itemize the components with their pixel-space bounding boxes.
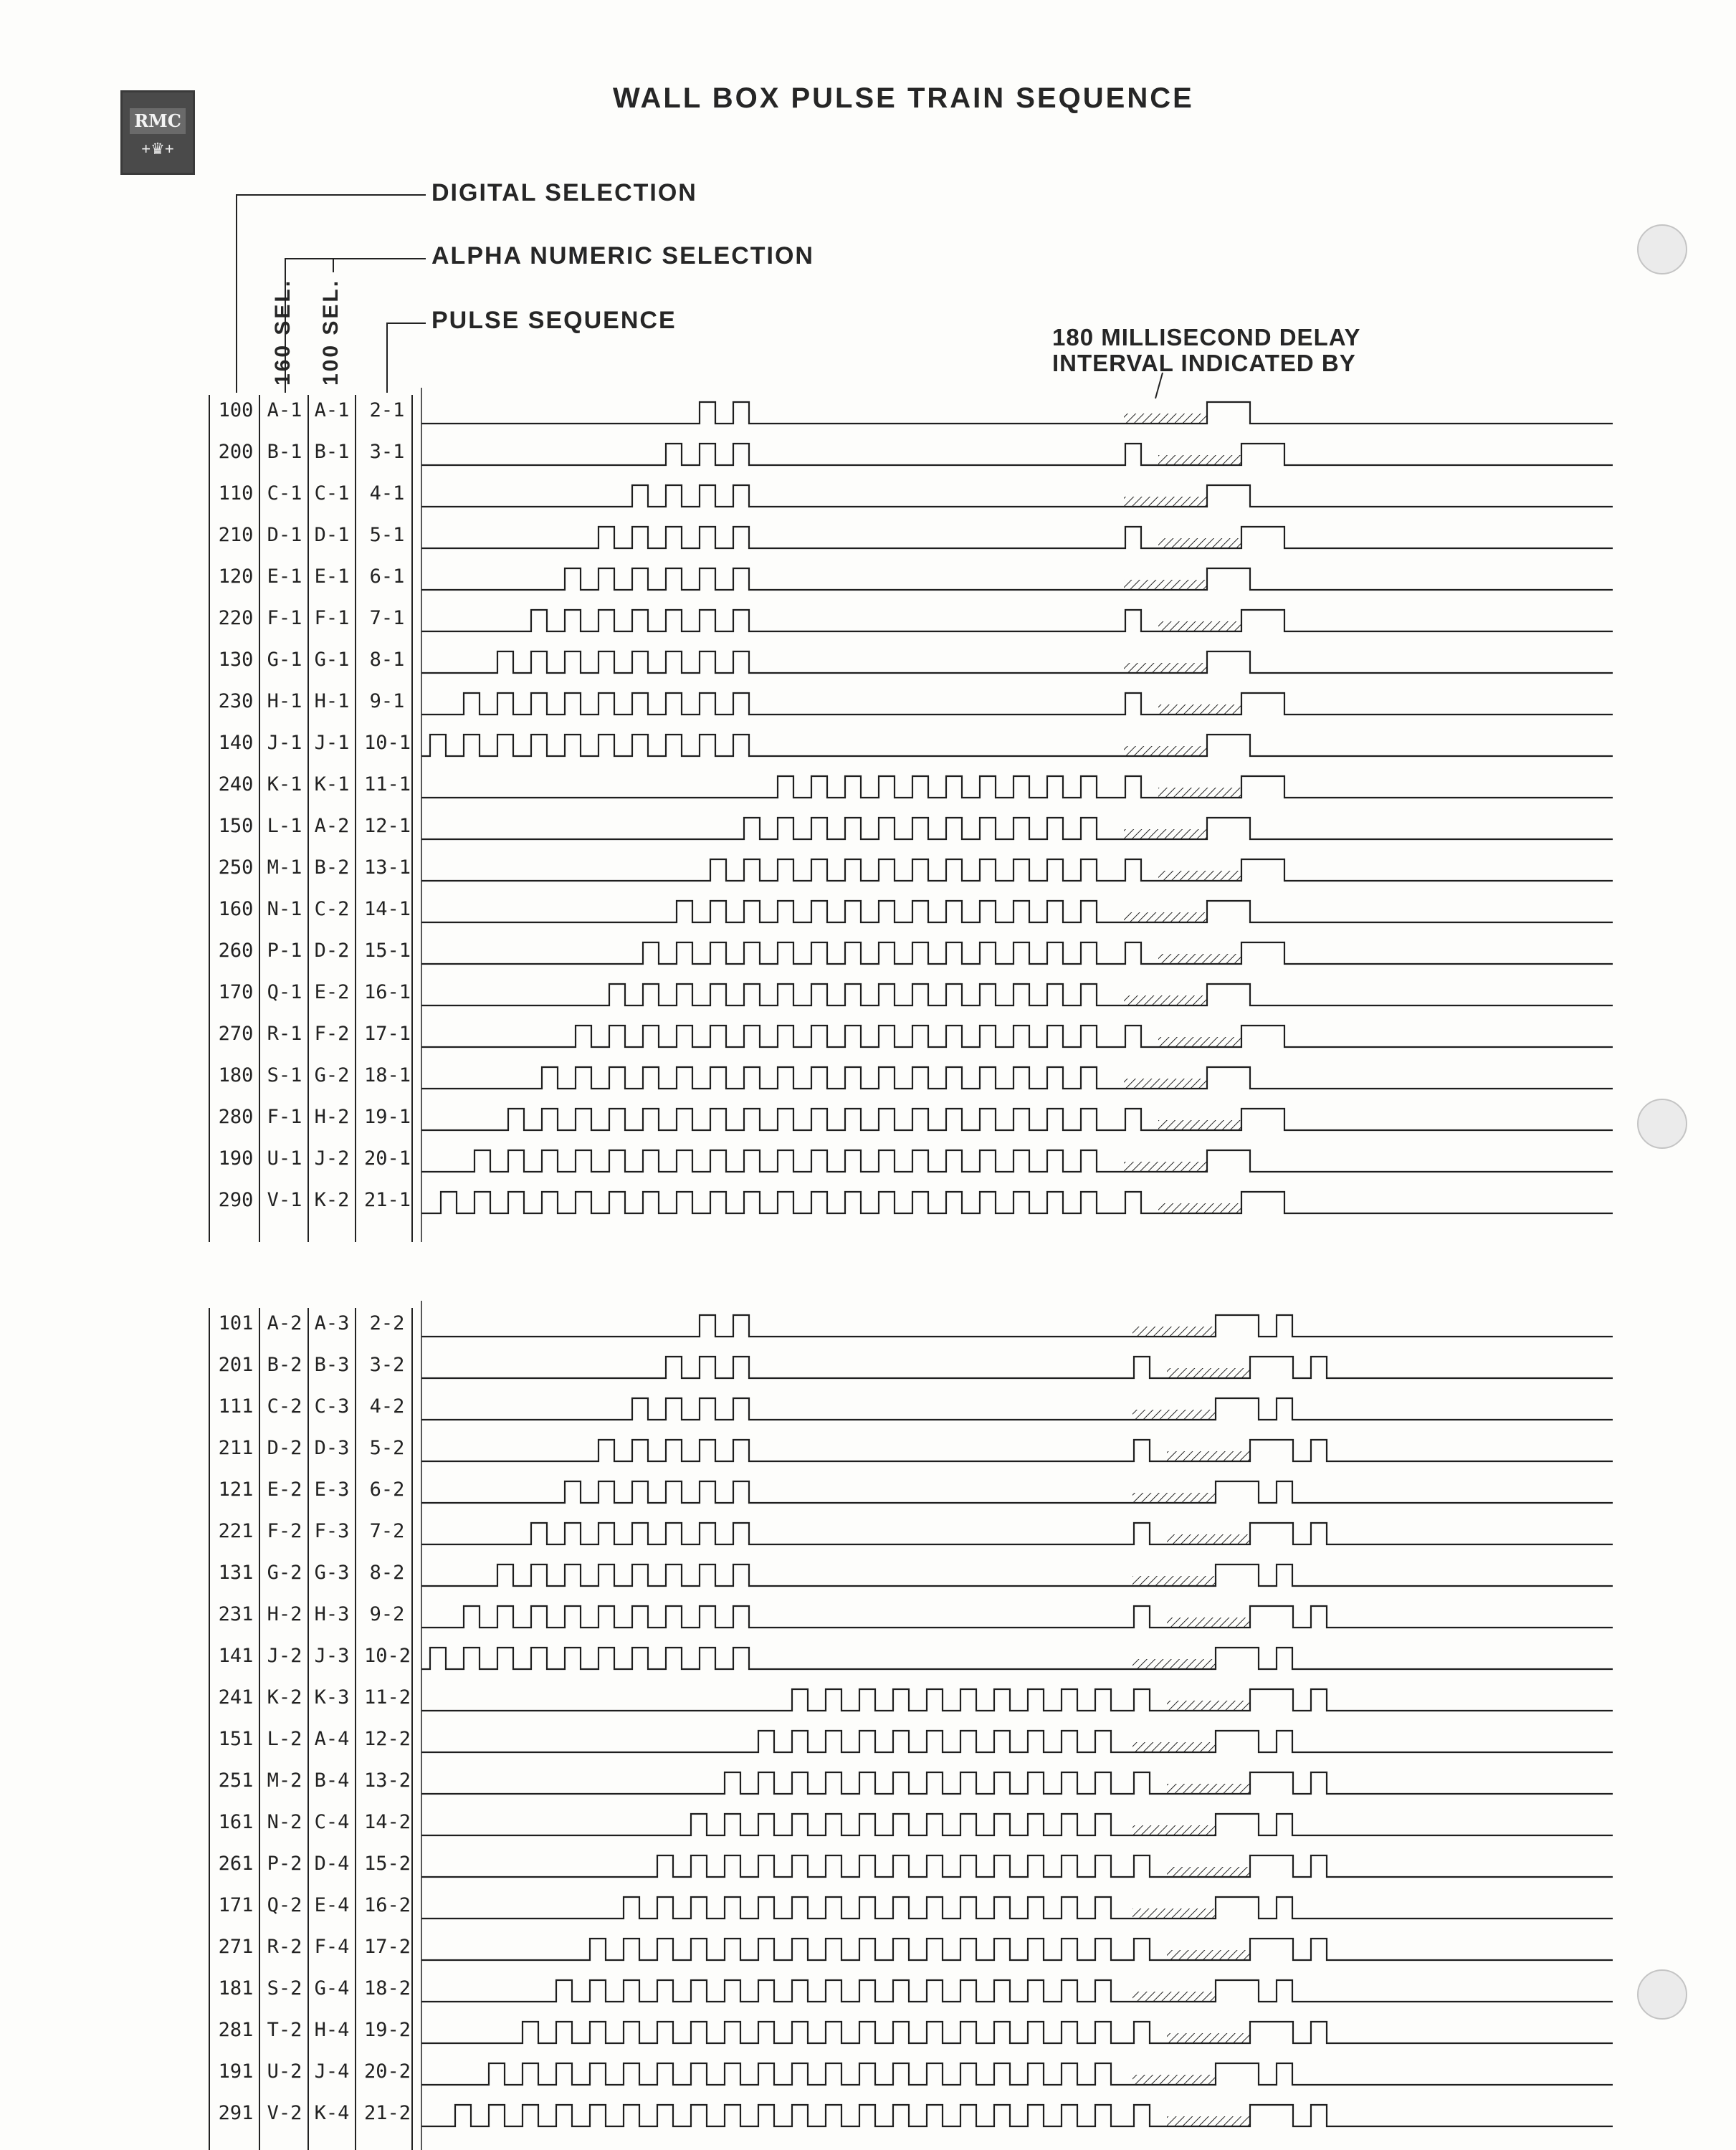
table-cell-pulse: 16-1 xyxy=(364,981,411,1003)
table-cell-s100: G-3 xyxy=(314,1562,350,1584)
pulse-waveform xyxy=(421,2063,1613,2085)
table-cell-s160: E-2 xyxy=(267,1478,302,1501)
table-cell-digital: 271 xyxy=(218,1936,254,1958)
table-cell-s100: C-4 xyxy=(314,1811,350,1833)
table-cell-digital: 121 xyxy=(218,1478,254,1501)
pulse-waveform xyxy=(421,485,1613,507)
table-cell-s100: H-3 xyxy=(314,1603,350,1625)
delay-hatch xyxy=(1158,621,1241,631)
table-cell-s160: K-2 xyxy=(267,1686,302,1709)
table-cell-digital: 240 xyxy=(218,773,254,796)
table-cell-digital: 161 xyxy=(218,1811,254,1833)
table-cell-s100: J-2 xyxy=(314,1147,350,1170)
delay-hatch xyxy=(1124,995,1207,1005)
pulse-waveform xyxy=(421,651,1613,673)
table-cell-pulse: 7-1 xyxy=(369,607,405,629)
table-cell-s100: D-1 xyxy=(314,524,350,546)
delay-hatch xyxy=(1124,1079,1207,1089)
table-cell-digital: 260 xyxy=(218,940,254,962)
table-cell-digital: 131 xyxy=(218,1562,254,1584)
table-cell-s100: E-2 xyxy=(314,981,350,1003)
table-cell-pulse: 13-1 xyxy=(364,856,411,879)
table-cell-digital: 151 xyxy=(218,1728,254,1750)
table-cell-digital: 190 xyxy=(218,1147,254,1170)
pulse-waveform xyxy=(421,402,1613,424)
table-cell-pulse: 2-1 xyxy=(369,399,405,421)
table-cell-s160: M-2 xyxy=(267,1769,302,1792)
table-cell-s160: P-2 xyxy=(267,1853,302,1875)
table-cell-pulse: 17-2 xyxy=(364,1936,411,1958)
table-cell-digital: 111 xyxy=(218,1395,254,1418)
pulse-waveform xyxy=(421,568,1613,590)
table-cell-digital: 141 xyxy=(218,1645,254,1667)
table-cell-s100: F-1 xyxy=(314,607,350,629)
table-cell-digital: 150 xyxy=(218,815,254,837)
table-cell-digital: 120 xyxy=(218,565,254,588)
pulse-waveform xyxy=(421,1731,1613,1752)
table-cell-pulse: 4-2 xyxy=(369,1395,405,1418)
delay-hatch xyxy=(1158,1203,1241,1213)
pulse-waveform xyxy=(421,1067,1613,1089)
table-cell-s100: H-1 xyxy=(314,690,350,712)
table-cell-pulse: 21-1 xyxy=(364,1189,411,1211)
delay-hatch xyxy=(1132,1493,1216,1503)
table-cell-s160: N-1 xyxy=(267,898,302,920)
delay-hatch xyxy=(1167,1534,1250,1544)
table-cell-digital: 270 xyxy=(218,1023,254,1045)
table-cell-pulse: 10-1 xyxy=(364,732,411,754)
table-cell-s100: D-2 xyxy=(314,940,350,962)
table-cell-digital: 171 xyxy=(218,1894,254,1916)
pulse-waveform xyxy=(421,1109,1613,1130)
table-cell-s100: E-4 xyxy=(314,1894,350,1916)
pulse-waveform xyxy=(421,1897,1613,1919)
table-cell-pulse: 19-2 xyxy=(364,2019,411,2041)
delay-hatch xyxy=(1132,2075,1216,2085)
pulse-sequence-header: PULSE SEQUENCE xyxy=(431,307,677,334)
table-cell-s160: L-1 xyxy=(267,815,302,837)
table-cell-pulse: 2-2 xyxy=(369,1312,405,1334)
delay-hatch xyxy=(1167,1701,1250,1711)
table-cell-pulse: 12-2 xyxy=(364,1728,411,1750)
delay-hatch xyxy=(1167,1784,1250,1794)
delay-hatch xyxy=(1158,1120,1241,1130)
table-cell-s100: K-4 xyxy=(314,2102,350,2124)
pulse-waveform xyxy=(421,1398,1613,1420)
table-cell-digital: 290 xyxy=(218,1189,254,1211)
delay-hatch xyxy=(1124,1162,1207,1172)
pulse-waveform xyxy=(421,1523,1613,1544)
table-cell-pulse: 8-1 xyxy=(369,649,405,671)
crown-icon: +♛+ xyxy=(141,140,174,158)
table-cell-s160: C-2 xyxy=(267,1395,302,1418)
pulse-waveform xyxy=(421,1814,1613,1835)
table-cell-s100: B-2 xyxy=(314,856,350,879)
table-cell-s100: C-1 xyxy=(314,482,350,505)
delay-hatch xyxy=(1167,1368,1250,1378)
digital-selection-header: DIGITAL SELECTION xyxy=(431,179,697,206)
table-cell-s160: V-1 xyxy=(267,1189,302,1211)
page-title: WALL BOX PULSE TRAIN SEQUENCE xyxy=(613,82,1194,114)
pulse-waveform xyxy=(421,942,1613,964)
table-cell-s100: G-2 xyxy=(314,1064,350,1086)
table-cell-pulse: 3-2 xyxy=(369,1354,405,1376)
pulse-waveform xyxy=(421,1192,1613,1213)
sel-100-header: 100 SEL. xyxy=(319,278,343,386)
table-cell-digital: 241 xyxy=(218,1686,254,1709)
table-cell-s160: M-1 xyxy=(267,856,302,879)
pulse-waveform xyxy=(421,1772,1613,1794)
delay-hatch xyxy=(1132,1825,1216,1835)
table-cell-s100: K-2 xyxy=(314,1189,350,1211)
delay-hatch xyxy=(1124,580,1207,590)
alpha-bracket xyxy=(285,259,426,393)
table-cell-pulse: 18-2 xyxy=(364,1977,411,2000)
table-cell-s160: E-1 xyxy=(267,565,302,588)
delay-hatch xyxy=(1132,1908,1216,1919)
table-cell-s160: U-1 xyxy=(267,1147,302,1170)
table-cell-pulse: 11-1 xyxy=(364,773,411,796)
table-cell-s160: A-1 xyxy=(267,399,302,421)
table-cell-pulse: 19-1 xyxy=(364,1106,411,1128)
table-cell-digital: 200 xyxy=(218,441,254,463)
pulse-waveform xyxy=(421,1980,1613,2002)
table-cell-digital: 201 xyxy=(218,1354,254,1376)
table-cell-pulse: 13-2 xyxy=(364,1769,411,1792)
table-cell-digital: 100 xyxy=(218,399,254,421)
pulse-waveform xyxy=(421,776,1613,798)
logo-text: RMC xyxy=(130,108,186,134)
table-cell-pulse: 12-1 xyxy=(364,815,411,837)
table-cell-s160: B-1 xyxy=(267,441,302,463)
table-cell-s160: N-2 xyxy=(267,1811,302,1833)
table-cell-s160: F-1 xyxy=(267,1106,302,1128)
table-cell-s160: R-1 xyxy=(267,1023,302,1045)
table-cell-digital: 191 xyxy=(218,2060,254,2083)
table-cell-s160: S-1 xyxy=(267,1064,302,1086)
pulse-waveform xyxy=(421,1648,1613,1669)
table-cell-s160: G-1 xyxy=(267,649,302,671)
table-cell-s160: U-2 xyxy=(267,2060,302,2083)
table-cell-s100: C-2 xyxy=(314,898,350,920)
table-cell-digital: 180 xyxy=(218,1064,254,1086)
pulse-waveform xyxy=(421,1150,1613,1172)
table-cell-pulse: 3-1 xyxy=(369,441,405,463)
table-cell-digital: 130 xyxy=(218,649,254,671)
table-cell-digital: 181 xyxy=(218,1977,254,2000)
table-cell-digital: 101 xyxy=(218,1312,254,1334)
table-cell-pulse: 15-2 xyxy=(364,1853,411,1875)
table-cell-s160: F-2 xyxy=(267,1520,302,1542)
pulse-waveform xyxy=(421,901,1613,922)
table-cell-s160: G-2 xyxy=(267,1562,302,1584)
table-cell-digital: 250 xyxy=(218,856,254,879)
table-cell-pulse: 9-2 xyxy=(369,1603,405,1625)
pulse-waveform xyxy=(421,444,1613,465)
table-cell-digital: 221 xyxy=(218,1520,254,1542)
table-cell-s160: F-1 xyxy=(267,607,302,629)
table-cell-digital: 291 xyxy=(218,2102,254,2124)
table-cell-digital: 281 xyxy=(218,2019,254,2041)
table-cell-s100: J-4 xyxy=(314,2060,350,2083)
table-cell-pulse: 11-2 xyxy=(364,1686,411,1709)
delay-hatch xyxy=(1158,1037,1241,1047)
table-cell-s100: G-1 xyxy=(314,649,350,671)
pulse-waveform xyxy=(421,527,1613,548)
table-cell-digital: 210 xyxy=(218,524,254,546)
pulse-bracket xyxy=(387,323,426,393)
pulse-waveform xyxy=(421,984,1613,1005)
pulse-waveform xyxy=(421,1855,1613,1877)
digital-bracket xyxy=(237,195,426,393)
table-cell-pulse: 4-1 xyxy=(369,482,405,505)
delay-hatch xyxy=(1158,538,1241,548)
table-cell-pulse: 17-1 xyxy=(364,1023,411,1045)
delay-hatch xyxy=(1124,414,1207,424)
table-cell-digital: 220 xyxy=(218,607,254,629)
pulse-waveform xyxy=(421,2022,1613,2043)
table-cell-s100: A-4 xyxy=(314,1728,350,1750)
table-cell-pulse: 6-1 xyxy=(369,565,405,588)
pulse-waveform xyxy=(421,735,1613,756)
delay-hatch xyxy=(1132,1992,1216,2002)
delay-hatch xyxy=(1167,1451,1250,1461)
table-cell-s160: J-1 xyxy=(267,732,302,754)
sel-160-header: 160 SEL. xyxy=(271,278,295,386)
table-cell-digital: 110 xyxy=(218,482,254,505)
table-cell-digital: 211 xyxy=(218,1437,254,1459)
delay-hatch xyxy=(1167,1950,1250,1960)
pulse-waveform xyxy=(421,859,1613,881)
pulse-waveform xyxy=(421,610,1613,631)
delay-hatch xyxy=(1132,1659,1216,1669)
table-cell-digital: 280 xyxy=(218,1106,254,1128)
delay-note-line1: 180 MILLISECOND DELAY xyxy=(1052,324,1361,350)
alpha-numeric-selection-header: ALPHA NUMERIC SELECTION xyxy=(431,242,814,269)
delay-hatch xyxy=(1167,1867,1250,1877)
delay-note-line2: INTERVAL INDICATED BY xyxy=(1052,350,1356,376)
table-cell-pulse: 8-2 xyxy=(369,1562,405,1584)
pulse-waveform xyxy=(421,1357,1613,1378)
table-cell-s160: V-2 xyxy=(267,2102,302,2124)
table-cell-pulse: 7-2 xyxy=(369,1520,405,1542)
pulse-waveform xyxy=(421,1026,1613,1047)
pulse-waveform xyxy=(421,1481,1613,1503)
pulse-waveform xyxy=(421,693,1613,715)
table-cell-s100: F-3 xyxy=(314,1520,350,1542)
table-cell-s100: B-1 xyxy=(314,441,350,463)
table-cell-s100: E-3 xyxy=(314,1478,350,1501)
delay-hatch xyxy=(1132,1576,1216,1586)
delay-hatch xyxy=(1124,497,1207,507)
table-cell-s160: Q-2 xyxy=(267,1894,302,1916)
table-cell-s100: F-4 xyxy=(314,1936,350,1958)
table-cell-pulse: 6-2 xyxy=(369,1478,405,1501)
delay-hatch xyxy=(1167,2033,1250,2043)
table-cell-pulse: 5-2 xyxy=(369,1437,405,1459)
table-cell-pulse: 21-2 xyxy=(364,2102,411,2124)
pulse-waveform xyxy=(421,818,1613,839)
delay-pointer xyxy=(1155,373,1163,398)
table-cell-pulse: 16-2 xyxy=(364,1894,411,1916)
delay-hatch xyxy=(1158,871,1241,881)
table-cell-pulse: 20-1 xyxy=(364,1147,411,1170)
table-cell-pulse: 15-1 xyxy=(364,940,411,962)
delay-hatch xyxy=(1124,746,1207,756)
delay-hatch xyxy=(1158,788,1241,798)
table-cell-digital: 160 xyxy=(218,898,254,920)
table-cell-s100: G-4 xyxy=(314,1977,350,2000)
pulse-waveform xyxy=(421,1440,1613,1461)
table-cell-s160: J-2 xyxy=(267,1645,302,1667)
table-cell-s100: B-4 xyxy=(314,1769,350,1792)
table-cell-s100: K-1 xyxy=(314,773,350,796)
table-cell-s100: D-3 xyxy=(314,1437,350,1459)
table-cell-digital: 170 xyxy=(218,981,254,1003)
table-cell-digital: 231 xyxy=(218,1603,254,1625)
table-cell-s100: C-3 xyxy=(314,1395,350,1418)
table-cell-s100: B-3 xyxy=(314,1354,350,1376)
table-cell-s100: A-2 xyxy=(314,815,350,837)
table-cell-pulse: 14-2 xyxy=(364,1811,411,1833)
table-cell-s160: P-1 xyxy=(267,940,302,962)
table-cell-s100: H-4 xyxy=(314,2019,350,2041)
pulse-waveform xyxy=(421,1689,1613,1711)
pulse-waveform xyxy=(421,2105,1613,2126)
table-cell-digital: 261 xyxy=(218,1853,254,1875)
delay-hatch xyxy=(1132,1742,1216,1752)
delay-hatch xyxy=(1124,829,1207,839)
table-cell-s160: R-2 xyxy=(267,1936,302,1958)
pulse-waveform xyxy=(421,1606,1613,1628)
table-cell-s100: A-3 xyxy=(314,1312,350,1334)
table-cell-s100: D-4 xyxy=(314,1853,350,1875)
table-cell-s160: H-2 xyxy=(267,1603,302,1625)
table-cell-s160: A-2 xyxy=(267,1312,302,1334)
table-cell-pulse: 18-1 xyxy=(364,1064,411,1086)
pulse-waveform xyxy=(421,1939,1613,1960)
pulse-waveform xyxy=(421,1564,1613,1586)
table-cell-digital: 251 xyxy=(218,1769,254,1792)
table-cell-s100: E-1 xyxy=(314,565,350,588)
table-cell-pulse: 5-1 xyxy=(369,524,405,546)
table-cell-s100: F-2 xyxy=(314,1023,350,1045)
delay-hatch xyxy=(1158,704,1241,715)
delay-hatch xyxy=(1167,1618,1250,1628)
table-cell-s160: H-1 xyxy=(267,690,302,712)
table-cell-s100: H-2 xyxy=(314,1106,350,1128)
delay-hatch xyxy=(1167,2116,1250,2126)
delay-hatch xyxy=(1132,1410,1216,1420)
table-cell-s160: C-1 xyxy=(267,482,302,505)
delay-hatch xyxy=(1158,954,1241,964)
table-cell-s100: J-1 xyxy=(314,732,350,754)
table-cell-s160: L-2 xyxy=(267,1728,302,1750)
pulse-waveform xyxy=(421,1315,1613,1337)
table-cell-digital: 230 xyxy=(218,690,254,712)
table-cell-s160: B-2 xyxy=(267,1354,302,1376)
delay-hatch xyxy=(1158,455,1241,465)
table-cell-s100: K-3 xyxy=(314,1686,350,1709)
table-cell-pulse: 14-1 xyxy=(364,898,411,920)
table-cell-pulse: 9-1 xyxy=(369,690,405,712)
table-cell-pulse: 20-2 xyxy=(364,2060,411,2083)
table-cell-s160: K-1 xyxy=(267,773,302,796)
delay-hatch xyxy=(1124,663,1207,673)
table-cell-s160: D-1 xyxy=(267,524,302,546)
table-cell-s100: J-3 xyxy=(314,1645,350,1667)
table-cell-s160: T-2 xyxy=(267,2019,302,2041)
table-cell-s160: Q-1 xyxy=(267,981,302,1003)
table-cell-digital: 140 xyxy=(218,732,254,754)
delay-hatch xyxy=(1132,1327,1216,1337)
table-cell-s160: D-2 xyxy=(267,1437,302,1459)
table-cell-s160: S-2 xyxy=(267,1977,302,2000)
delay-hatch xyxy=(1124,912,1207,922)
table-cell-s100: A-1 xyxy=(314,399,350,421)
table-cell-pulse: 10-2 xyxy=(364,1645,411,1667)
